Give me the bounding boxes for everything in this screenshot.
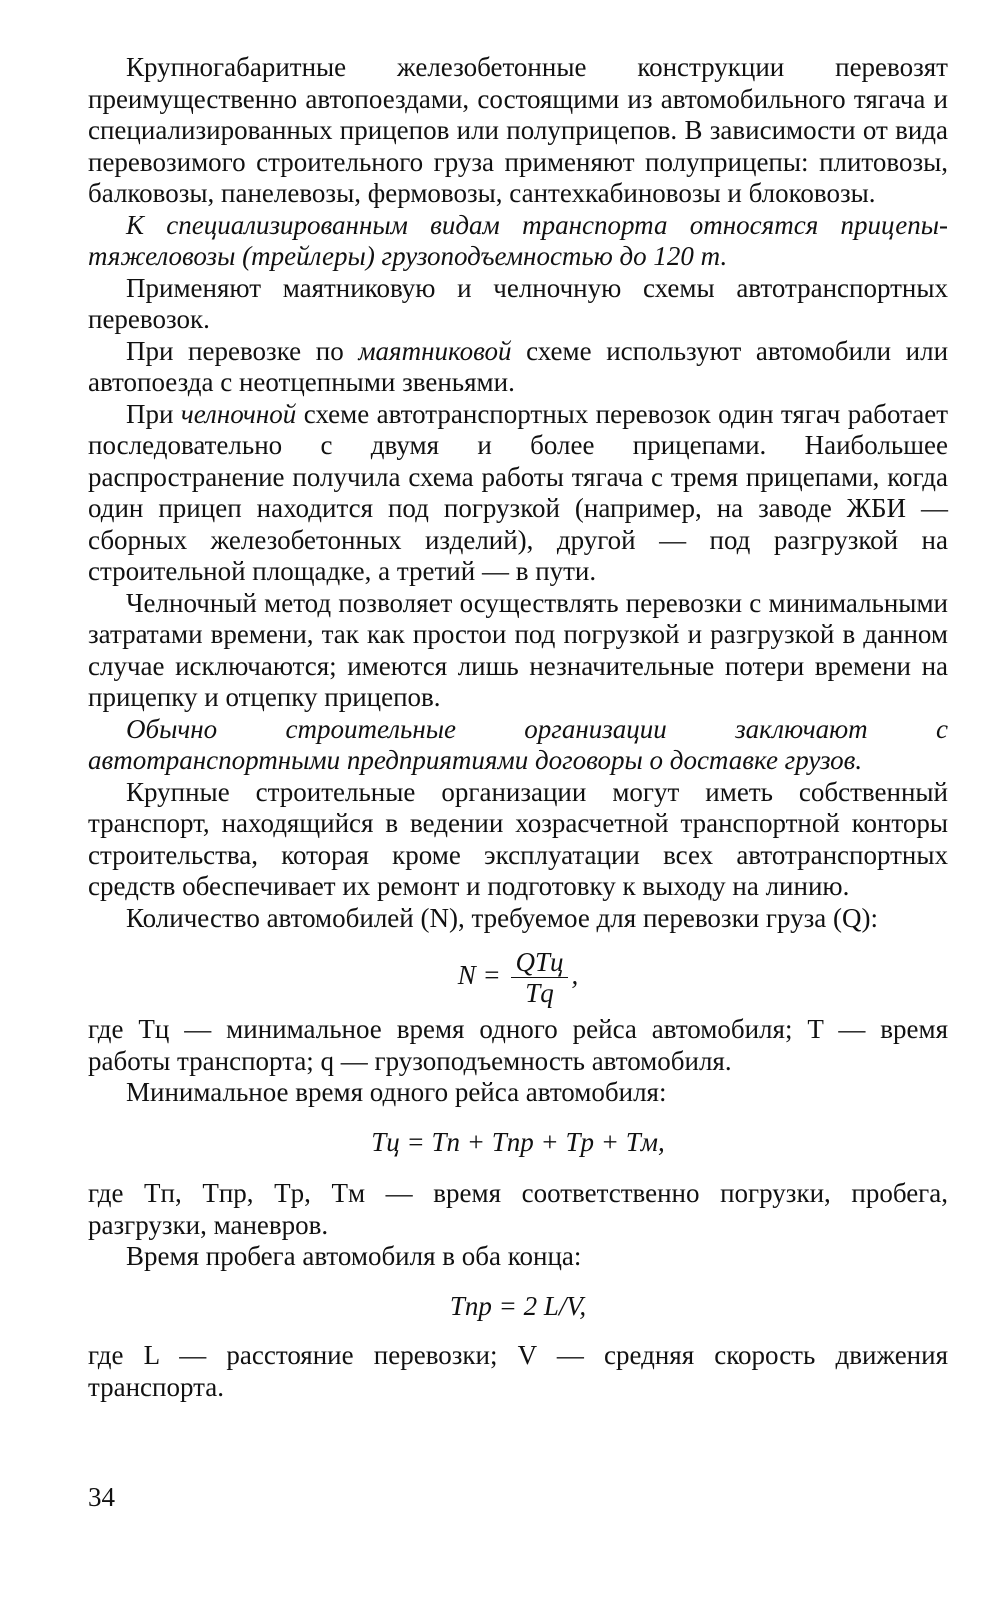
paragraph-8: Крупные строительные организации могут иметь собственный транспорт, находящийся в ведении хозрасчетной транспортной конторы строительства, которая кроме эксплуатации всех автотранспортных средств обеспечивает их ремонт и подготовку к выходу на линию. bbox=[88, 776, 948, 901]
paragraph-5-start: При bbox=[126, 398, 174, 429]
paragraph-10: где Tц — минимальное время одного рейса автомобиля; T — время работы транспорта; q — грузоподъемность автомобиля. bbox=[88, 1014, 948, 1076]
paragraph-1: Крупногабаритные железобетонные конструкции перевозят преимущественно автопоездами, состоящими из автомобильного тягача и специализированных прицепов или полуприцепов. В зависимости от вида перевозимого строительного груза применяют полуприцепы: плитовозы, балковозы, панелевозы, фермовозы, сантехкабиновозы и блоковозы. bbox=[88, 52, 948, 208]
page-number: 34 bbox=[88, 1482, 115, 1512]
paragraph-11: Минимальное время одного рейса автомобиля: bbox=[126, 1077, 667, 1107]
formula-1-tail: , bbox=[571, 960, 579, 990]
paragraph-7-text: Обычно строительные организации заключают с автотранспортными предприятиями договоры о доставке грузов. bbox=[88, 713, 948, 775]
body-text bbox=[88, 52, 948, 1403]
paragraph-12: где Tп, Tпр, Tр, Tм — время соответственно погрузки, пробега, разгрузки, маневров. bbox=[88, 1178, 948, 1240]
paragraph-9: Количество автомобилей (N), требуемое для перевозки груза (Q): bbox=[126, 902, 879, 933]
paragraph-6: Челночный метод позволяет осуществлять перевозки с минимальными затратами времени, так как простои под погрузкой и разгрузкой в данном случае исключаются; имеются лишь незначительные потери времени на прицепку и отцепку прицепов. bbox=[88, 587, 948, 712]
paragraph-3: Применяют маятниковую и челночную схемы автотранспортных перевозок. bbox=[88, 272, 948, 334]
paragraph-7 bbox=[88, 714, 948, 777]
formula-travel-time: Tпр = 2 L/V, bbox=[449, 1290, 587, 1321]
formula-1-lhs: N = bbox=[457, 960, 501, 990]
paragraph-4-end: схеме используют автомобили или автопоезда с неотцепными звеньями. bbox=[88, 335, 949, 397]
paragraph-4 bbox=[88, 336, 948, 399]
paragraph-14: где L — расстояние перевозки; V — средняя скорость движения транспорта. bbox=[88, 1340, 948, 1402]
formula-1-numerator: QTц bbox=[511, 947, 567, 978]
paragraph-13: Время пробега автомобиля в оба конца: bbox=[126, 1241, 582, 1271]
term-pendulum: маятниковой bbox=[358, 335, 512, 366]
formula-1-fraction bbox=[511, 947, 567, 1008]
formula-1-denominator: Tq bbox=[525, 978, 554, 1009]
formula-cycle-time: Tц = Tп + Tпр + Tр + Tм, bbox=[371, 1126, 665, 1157]
paragraph-4-start: При перевозке по bbox=[126, 335, 344, 366]
paragraph-2-text: К специализированным видам транспорта относятся прицепы-тяжеловозы (трейлеры) грузоподъемностью до 120 т. bbox=[88, 209, 948, 271]
formula-vehicle-count bbox=[88, 940, 948, 1010]
paragraph-5 bbox=[88, 399, 948, 588]
paragraph-5-end: схеме автотранспортных перевозок один тягач работает последовательно с двумя и более прицепами. Наибольшее распространение получила схема работы тягача с тремя прицепами, когда один прицеп находится под погрузкой (например, на заводе ЖБИ — сборных железобетонных изделий), другой — под разгрузкой на строительной площадке, а третий — в пути. bbox=[88, 398, 949, 586]
term-shuttle: челночной bbox=[180, 398, 297, 429]
paragraph-2 bbox=[88, 210, 948, 273]
